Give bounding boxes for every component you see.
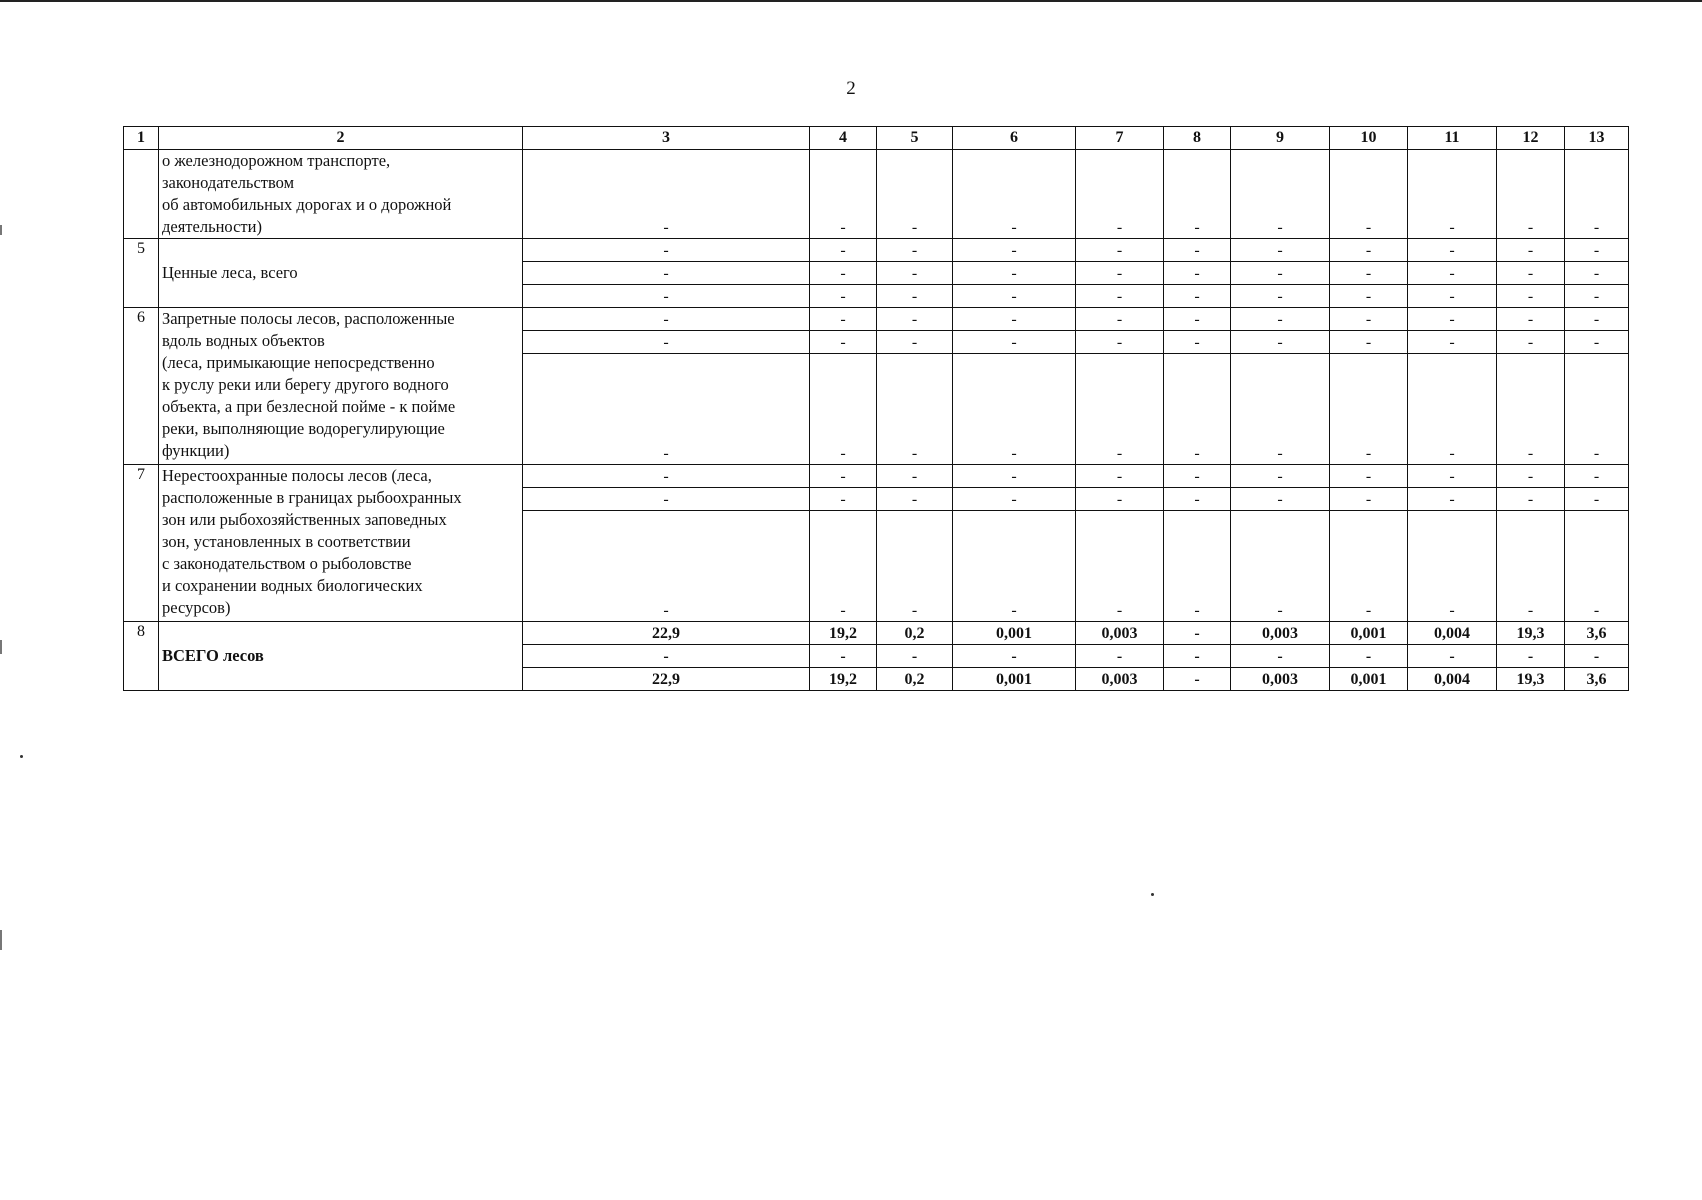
- label-line: объекта, а при безлесной пойме - к пойме: [162, 397, 456, 416]
- header-cell: 6: [953, 127, 1076, 150]
- row-number: 7: [124, 465, 159, 622]
- value-cell: -: [1231, 308, 1330, 331]
- value-cell: -: [953, 488, 1076, 511]
- value-cell: -: [877, 239, 953, 262]
- value-cell: 0,004: [1408, 668, 1497, 691]
- value-cell: -: [953, 308, 1076, 331]
- value-cell: -: [523, 285, 810, 308]
- row-number: 5: [124, 239, 159, 308]
- row-label: [159, 465, 523, 622]
- value-cell: -: [953, 465, 1076, 488]
- value-cell: -: [953, 645, 1076, 668]
- header-cell: 13: [1565, 127, 1629, 150]
- value-cell: -: [953, 354, 1076, 465]
- header-row: [124, 127, 1629, 150]
- value-cell: -: [877, 150, 953, 239]
- value-cell: -: [1408, 511, 1497, 622]
- header-cell: 12: [1497, 127, 1565, 150]
- header-cell: 9: [1231, 127, 1330, 150]
- value-cell: -: [1497, 239, 1565, 262]
- value-cell: -: [1164, 511, 1231, 622]
- value-cell: -: [1231, 262, 1330, 285]
- value-cell: -: [1408, 465, 1497, 488]
- value-cell: 19,3: [1497, 622, 1565, 645]
- value-cell: -: [1164, 668, 1231, 691]
- value-cell: -: [810, 354, 877, 465]
- header-cell: 2: [159, 127, 523, 150]
- value-cell: -: [1497, 354, 1565, 465]
- value-cell: -: [1164, 239, 1231, 262]
- row-label: [159, 150, 523, 239]
- value-cell: -: [1164, 354, 1231, 465]
- value-cell: -: [1497, 285, 1565, 308]
- value-cell: -: [1330, 150, 1408, 239]
- label-line: и сохранении водных биологических: [162, 576, 423, 595]
- value-cell: 0,001: [953, 622, 1076, 645]
- value-cell: -: [523, 239, 810, 262]
- value-cell: -: [523, 465, 810, 488]
- label-line: деятельности): [162, 217, 262, 236]
- value-cell: -: [523, 645, 810, 668]
- value-cell: -: [1330, 308, 1408, 331]
- value-cell: -: [1408, 285, 1497, 308]
- row-number: [124, 150, 159, 239]
- value-cell: -: [1497, 262, 1565, 285]
- value-cell: -: [523, 150, 810, 239]
- value-cell: -: [1565, 308, 1629, 331]
- value-cell: -: [810, 465, 877, 488]
- value-cell: -: [953, 239, 1076, 262]
- value-cell: -: [877, 354, 953, 465]
- row-number: 6: [124, 308, 159, 465]
- value-cell: 0,001: [1330, 622, 1408, 645]
- value-cell: 0,001: [1330, 668, 1408, 691]
- value-cell: -: [810, 645, 877, 668]
- value-cell: -: [1231, 354, 1330, 465]
- value-cell: -: [953, 511, 1076, 622]
- value-cell: -: [1231, 239, 1330, 262]
- label-line: функции): [162, 441, 230, 460]
- label-line: законодательством: [162, 173, 295, 192]
- value-cell: -: [877, 511, 953, 622]
- value-cell: -: [1330, 262, 1408, 285]
- value-cell: -: [810, 262, 877, 285]
- value-cell: -: [523, 488, 810, 511]
- value-cell: 0,003: [1231, 668, 1330, 691]
- value-cell: -: [1330, 331, 1408, 354]
- label-line: (леса, примыкающие непосредственно: [162, 353, 435, 372]
- value-cell: 19,2: [810, 668, 877, 691]
- value-cell: -: [810, 511, 877, 622]
- value-cell: 0,2: [877, 668, 953, 691]
- row-number: 8: [124, 622, 159, 691]
- value-cell: -: [1076, 150, 1164, 239]
- header-cell: 5: [877, 127, 953, 150]
- value-cell: -: [1408, 262, 1497, 285]
- value-cell: -: [877, 285, 953, 308]
- value-cell: -: [523, 308, 810, 331]
- value-cell: 22,9: [523, 668, 810, 691]
- label-line: Ценные леса, всего: [162, 263, 298, 282]
- value-cell: -: [1330, 511, 1408, 622]
- value-cell: 0,003: [1076, 668, 1164, 691]
- label-line: с законодательством о рыболовстве: [162, 554, 412, 573]
- value-cell: -: [877, 488, 953, 511]
- value-cell: 0,004: [1408, 622, 1497, 645]
- header-cell: 3: [523, 127, 810, 150]
- value-cell: 0,001: [953, 668, 1076, 691]
- value-cell: -: [877, 262, 953, 285]
- table-row: [124, 150, 1629, 239]
- value-cell: -: [877, 308, 953, 331]
- header-cell: 4: [810, 127, 877, 150]
- table-row: [124, 622, 1629, 645]
- header-cell: 7: [1076, 127, 1164, 150]
- value-cell: -: [1565, 511, 1629, 622]
- value-cell: 3,6: [1565, 622, 1629, 645]
- value-cell: -: [1497, 645, 1565, 668]
- header-cell: 8: [1164, 127, 1231, 150]
- value-cell: -: [877, 331, 953, 354]
- value-cell: -: [1408, 488, 1497, 511]
- value-cell: -: [1565, 465, 1629, 488]
- value-cell: -: [1330, 465, 1408, 488]
- label-line: зон или рыбохозяйственных заповедных: [162, 510, 447, 529]
- row-label: [159, 308, 523, 465]
- value-cell: -: [953, 150, 1076, 239]
- value-cell: -: [1231, 285, 1330, 308]
- scan-speck: [20, 755, 23, 758]
- value-cell: -: [1330, 354, 1408, 465]
- value-cell: -: [1565, 331, 1629, 354]
- value-cell: -: [523, 354, 810, 465]
- value-cell: -: [523, 331, 810, 354]
- value-cell: -: [1330, 285, 1408, 308]
- value-cell: -: [1076, 308, 1164, 331]
- value-cell: -: [810, 150, 877, 239]
- value-cell: -: [1565, 488, 1629, 511]
- value-cell: -: [953, 331, 1076, 354]
- value-cell: -: [1164, 308, 1231, 331]
- value-cell: 0,003: [1231, 622, 1330, 645]
- value-cell: -: [953, 262, 1076, 285]
- value-cell: -: [1408, 331, 1497, 354]
- value-cell: -: [1231, 331, 1330, 354]
- label-line: об автомобильных дорогах и о дорожной: [162, 195, 452, 214]
- value-cell: -: [1076, 331, 1164, 354]
- label-line: к руслу реки или берегу другого водного: [162, 375, 449, 394]
- value-cell: -: [1408, 150, 1497, 239]
- value-cell: -: [1408, 354, 1497, 465]
- value-cell: -: [523, 262, 810, 285]
- label-line: реки, выполняющие водорегулирующие: [162, 419, 445, 438]
- row-label: [159, 239, 523, 308]
- value-cell: 22,9: [523, 622, 810, 645]
- scan-edge-mark: [0, 930, 2, 950]
- value-cell: -: [1565, 262, 1629, 285]
- label-line: Запретные полосы лесов, расположенные: [162, 309, 455, 328]
- table-row: [124, 308, 1629, 331]
- table-row: [124, 239, 1629, 262]
- value-cell: -: [1164, 150, 1231, 239]
- label-line: ВСЕГО лесов: [162, 646, 264, 665]
- label-line: зон, установленных в соответствии: [162, 532, 411, 551]
- value-cell: -: [1231, 150, 1330, 239]
- table-row: [124, 465, 1629, 488]
- page-number: 2: [846, 78, 856, 99]
- value-cell: -: [877, 645, 953, 668]
- scan-edge-mark: [0, 640, 2, 654]
- value-cell: -: [523, 511, 810, 622]
- value-cell: -: [1497, 511, 1565, 622]
- value-cell: -: [1076, 354, 1164, 465]
- value-cell: -: [810, 239, 877, 262]
- value-cell: -: [1231, 511, 1330, 622]
- value-cell: -: [1408, 308, 1497, 331]
- value-cell: -: [1164, 465, 1231, 488]
- value-cell: -: [1164, 488, 1231, 511]
- value-cell: -: [1164, 262, 1231, 285]
- value-cell: -: [1076, 645, 1164, 668]
- value-cell: 0,003: [1076, 622, 1164, 645]
- value-cell: -: [810, 488, 877, 511]
- value-cell: -: [1497, 308, 1565, 331]
- scan-edge-mark: [0, 225, 2, 235]
- value-cell: -: [1565, 239, 1629, 262]
- header-cell: 10: [1330, 127, 1408, 150]
- value-cell: -: [1497, 488, 1565, 511]
- value-cell: -: [1565, 285, 1629, 308]
- value-cell: 0,2: [877, 622, 953, 645]
- value-cell: -: [1164, 285, 1231, 308]
- value-cell: -: [810, 331, 877, 354]
- value-cell: 3,6: [1565, 668, 1629, 691]
- value-cell: -: [1497, 465, 1565, 488]
- value-cell: -: [810, 285, 877, 308]
- value-cell: -: [1408, 645, 1497, 668]
- value-cell: -: [1076, 239, 1164, 262]
- value-cell: 19,3: [1497, 668, 1565, 691]
- value-cell: -: [1076, 262, 1164, 285]
- value-cell: -: [1330, 488, 1408, 511]
- label-line: вдоль водных объектов: [162, 331, 325, 350]
- value-cell: -: [1164, 622, 1231, 645]
- value-cell: -: [1565, 354, 1629, 465]
- value-cell: -: [1565, 645, 1629, 668]
- value-cell: -: [1164, 645, 1231, 668]
- value-cell: -: [1231, 645, 1330, 668]
- value-cell: -: [1076, 488, 1164, 511]
- label-line: ресурсов): [162, 598, 231, 617]
- header-cell: 1: [124, 127, 159, 150]
- value-cell: -: [1497, 150, 1565, 239]
- value-cell: -: [1565, 150, 1629, 239]
- label-line: Нерестоохранные полосы лесов (леса,: [162, 466, 432, 485]
- value-cell: -: [1330, 239, 1408, 262]
- value-cell: -: [1164, 331, 1231, 354]
- scan-speck: [1151, 893, 1154, 896]
- value-cell: -: [1408, 239, 1497, 262]
- header-cell: 11: [1408, 127, 1497, 150]
- forest-data-table: [123, 126, 1629, 691]
- value-cell: -: [1330, 645, 1408, 668]
- value-cell: -: [1076, 285, 1164, 308]
- value-cell: 19,2: [810, 622, 877, 645]
- value-cell: -: [1497, 331, 1565, 354]
- value-cell: -: [1076, 511, 1164, 622]
- value-cell: -: [877, 465, 953, 488]
- value-cell: -: [1231, 488, 1330, 511]
- value-cell: -: [1231, 465, 1330, 488]
- page-top-edge: [0, 0, 1702, 2]
- value-cell: -: [953, 285, 1076, 308]
- label-line: расположенные в границах рыбоохранных: [162, 488, 462, 507]
- value-cell: -: [1076, 465, 1164, 488]
- value-cell: -: [810, 308, 877, 331]
- label-line: о железнодорожном транспорте,: [162, 151, 391, 170]
- row-label: [159, 622, 523, 691]
